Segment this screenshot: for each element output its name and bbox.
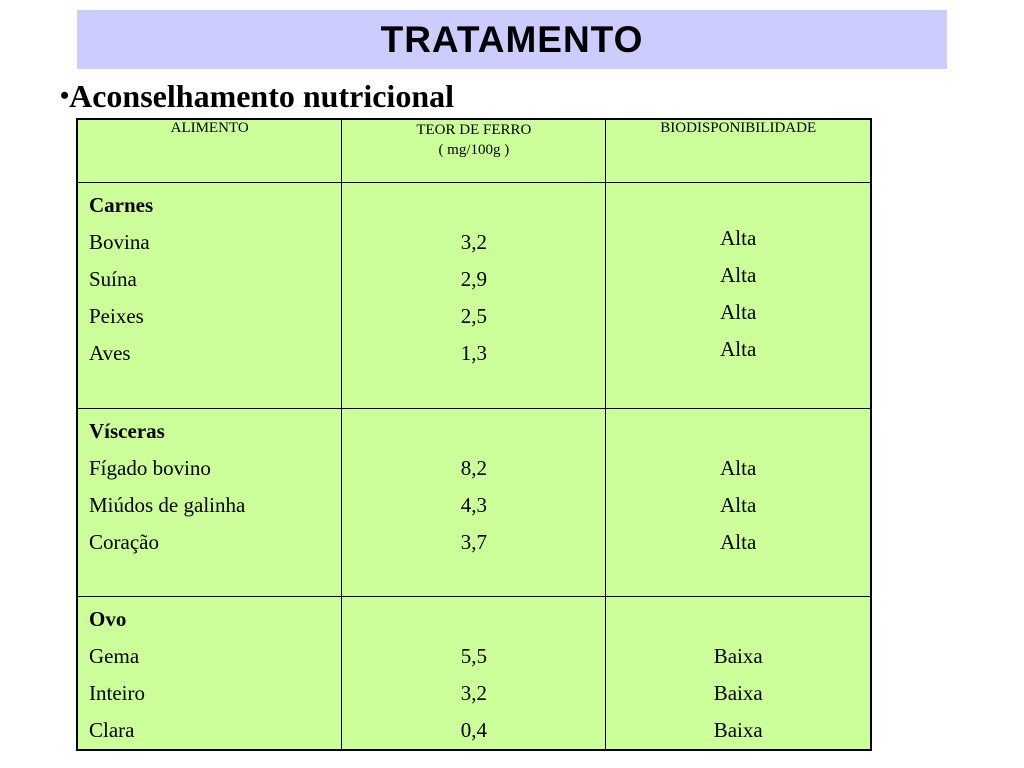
subtitle xyxy=(60,78,454,115)
food-item: Peixes xyxy=(89,304,144,328)
food-item: Aves xyxy=(89,341,131,365)
subtitle-text: Aconselhamento nutricional xyxy=(69,78,454,114)
slide-title-bar xyxy=(77,10,947,69)
iron-value: 5,5 xyxy=(460,644,487,668)
cell-food-carnes xyxy=(77,183,342,409)
food-item: Inteiro xyxy=(89,681,145,705)
group-title: Vísceras xyxy=(89,419,165,443)
bio-value: Baixa xyxy=(713,718,763,742)
header-teor-ferro xyxy=(342,119,606,183)
cell-bio-carnes xyxy=(606,183,871,409)
cell-bio-ovo xyxy=(606,597,871,751)
iron-value: 3,7 xyxy=(460,530,487,554)
bullet-icon: • xyxy=(60,81,70,110)
iron-value: 2,5 xyxy=(460,304,487,328)
iron-value: 3,2 xyxy=(460,230,487,254)
bio-value: Alta xyxy=(720,226,757,250)
cell-iron-visceras xyxy=(342,409,606,597)
bio-value: Baixa xyxy=(713,681,763,705)
food-item: Clara xyxy=(89,718,135,742)
food-item: Miúdos de galinha xyxy=(89,493,246,517)
bio-value: Alta xyxy=(720,530,757,554)
group-title: Carnes xyxy=(89,193,154,217)
bio-value: Alta xyxy=(720,300,757,324)
food-item: Fígado bovino xyxy=(89,456,211,480)
food-item: Gema xyxy=(89,644,140,668)
bio-value: Alta xyxy=(720,456,757,480)
iron-value: 1,3 xyxy=(460,341,487,365)
group-title: Ovo xyxy=(89,607,127,631)
food-item: Suína xyxy=(89,267,137,291)
header-teor-ferro-line2: ( mg/100g ) xyxy=(438,142,510,158)
header-teor-ferro-line1: TEOR DE FERRO xyxy=(416,122,532,138)
cell-food-ovo xyxy=(77,597,342,751)
table-row-visceras xyxy=(77,409,871,597)
cell-iron-carnes xyxy=(342,183,606,409)
iron-value: 0,4 xyxy=(460,718,487,742)
iron-value: 2,9 xyxy=(460,267,487,291)
cell-iron-ovo xyxy=(342,597,606,751)
slide-title: TRATAMENTO xyxy=(380,18,644,60)
iron-value: 3,2 xyxy=(460,681,487,705)
bio-value: Alta xyxy=(720,493,757,517)
table-header-row xyxy=(77,119,871,183)
bio-value: Baixa xyxy=(713,644,763,668)
header-biodisponibilidade: BIODISPONIBILIDADE xyxy=(606,119,871,183)
nutrition-table xyxy=(76,118,872,751)
iron-value: 8,2 xyxy=(460,456,487,480)
table-row-ovo xyxy=(77,597,871,751)
cell-food-visceras xyxy=(77,409,342,597)
cell-bio-visceras xyxy=(606,409,871,597)
bio-value: Alta xyxy=(720,337,757,361)
header-alimento: ALIMENTO xyxy=(77,119,342,183)
food-item: Bovina xyxy=(89,230,150,254)
table-row-carnes xyxy=(77,183,871,409)
food-item: Coração xyxy=(89,530,159,554)
bio-value: Alta xyxy=(720,263,757,287)
iron-value: 4,3 xyxy=(460,493,487,517)
